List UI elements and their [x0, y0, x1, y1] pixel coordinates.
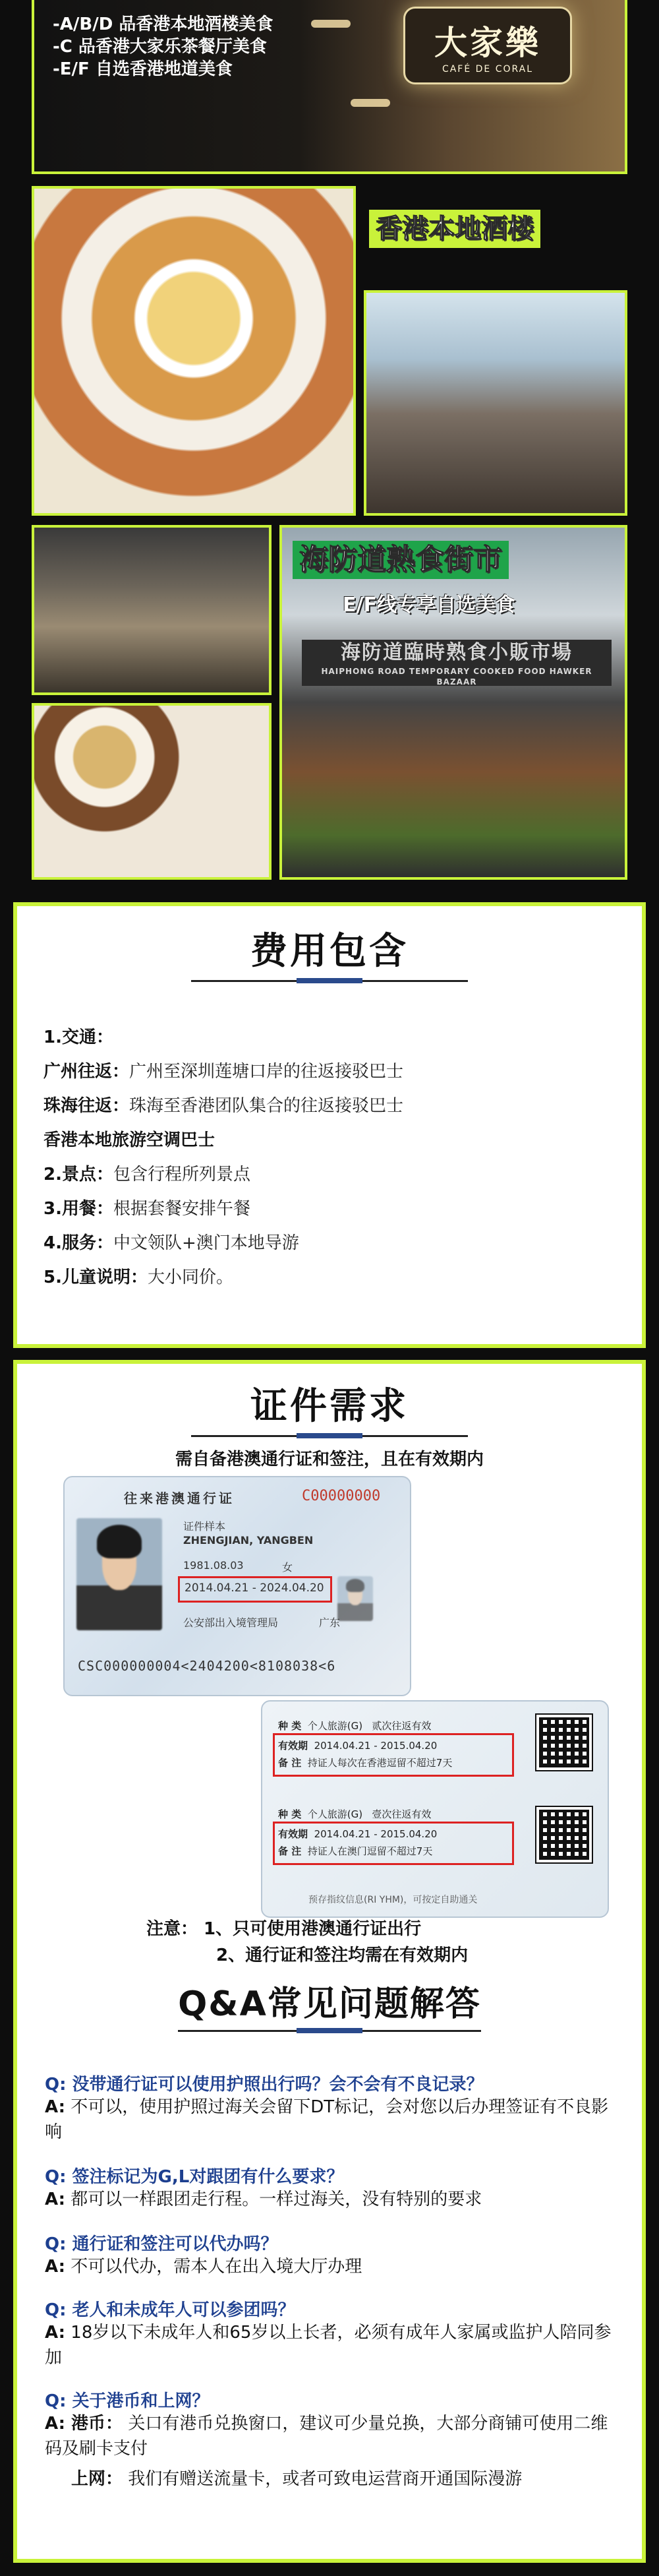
- permit-name-en: ZHENGJIAN, YANGBEN: [183, 1534, 314, 1547]
- photo-food-market-hall: [32, 525, 272, 695]
- visa2-note-label: 备 注: [278, 1845, 302, 1857]
- logo-en: CAFÉ DE CORAL: [442, 64, 534, 75]
- ceiling-light: [351, 99, 390, 107]
- qa-answer-4: A: 18岁以下未成年人和65岁以上长者，必须有成年人家属或监护人陪同参加: [45, 2323, 612, 2368]
- permit-birth: 1981.08.03: [183, 1559, 244, 1572]
- fee-service: 4.服务：中文领队+澳门本地导游: [43, 1233, 299, 1253]
- permit-photo: [76, 1518, 162, 1630]
- qa-title-accent: [297, 2028, 362, 2033]
- fee-attractions: 2.景点：包含行程所列景点: [43, 1165, 250, 1184]
- qa-question-4: Q: 老人和未成年人可以参团吗？: [45, 2300, 295, 2320]
- visa-card: [261, 1700, 609, 1918]
- certificate-note-1: 注意： 1、只可使用港澳通行证出行: [146, 1919, 422, 1939]
- certificate-title-accent: [297, 1433, 362, 1438]
- fee-transport: 1.交通：: [43, 1027, 113, 1047]
- fees-title: 费用包含: [250, 930, 409, 973]
- photo-dim-sum-platter: [32, 186, 356, 516]
- fee-children: 5.儿童说明：大小同价。: [43, 1268, 233, 1287]
- top-banner: [32, 0, 627, 174]
- fee-meals: 3.用餐：根据套餐安排午餐: [43, 1199, 250, 1219]
- permit-place: 广东: [319, 1616, 341, 1629]
- certificate-note-2: 2、通行证和签注均需在有效期内: [216, 1946, 469, 1965]
- visa2-type-label: 种 类: [278, 1808, 302, 1820]
- visa1-valid: 2014.04.21 - 2015.04.20: [314, 1740, 438, 1752]
- visa2-valid: 2014.04.21 - 2015.04.20: [314, 1828, 438, 1840]
- visa1-type: 个人旅游(G): [307, 1720, 363, 1732]
- market-sub-badge: E/F线专享自选美食: [343, 594, 515, 617]
- visa2-type: 个人旅游(G): [307, 1808, 363, 1820]
- visa1-valid-label: 有效期: [278, 1740, 308, 1752]
- qa-question-1: Q: 没带通行证可以使用护照出行吗？会不会有不良记录？: [45, 2075, 484, 2095]
- qa-answer-2: A: 都可以一样跟团走行程。一样过海关，没有特别的要求: [45, 2190, 482, 2209]
- photo-restaurant-hall: [364, 290, 627, 516]
- qa-answer-1: A: 不可以，使用护照过海关会留下DT标记，会对您以后办理签证有不良影响: [45, 2097, 609, 2142]
- visa2-note: 持证人在澳门逗留不超过7天: [307, 1845, 433, 1857]
- qa-title: Q&A常见问题解答: [178, 1984, 481, 2024]
- qa-answer-5: A: 港币： 关口有港币兑换窗口，建议可少量兑换，大部分商铺可使用二维码及刷卡支付: [45, 2414, 608, 2459]
- visa1-note-label: 备 注: [278, 1757, 302, 1769]
- photo-local-dishes: [32, 703, 272, 880]
- market-sign: [302, 640, 612, 686]
- permit-name-cn: 证件样本: [183, 1520, 226, 1533]
- permit-sex: 女: [282, 1561, 293, 1574]
- visa2-qr-code: [536, 1807, 592, 1862]
- permit-valid: 2014.04.21 - 2024.04.20: [185, 1581, 324, 1595]
- fee-zhuhai: 珠海往返：珠海至香港团队集合的往返接驳巴士: [43, 1096, 404, 1116]
- qa-answer-5-internet: 上网： 我们有赠送流量卡，或者可致电运营商开通国际漫游: [71, 2469, 523, 2489]
- visa2-type-extra: 壹次往返有效: [372, 1808, 432, 1820]
- route-line-abd: -A/B/D 品香港本地酒楼美食: [53, 15, 273, 34]
- route-line-c: -C 品香港大家乐茶餐厅美食: [53, 37, 267, 57]
- visa1-qr-code: [536, 1715, 592, 1770]
- market-sign-en: HAIPHONG ROAD TEMPORARY COOKED FOOD HAWKER BAZAAR: [321, 667, 592, 687]
- fees-title-accent: [297, 978, 362, 983]
- permit-header: 往来港澳通行证: [124, 1490, 235, 1506]
- visa1-type-extra: 贰次往返有效: [372, 1720, 432, 1732]
- qa-question-2: Q: 签注标记为G,L对跟团有什么要求？: [45, 2167, 344, 2187]
- permit-mrz: CSC000000004<2404200<8108038<6: [78, 1658, 336, 1674]
- qa-question-5: Q: 关于港币和上网？: [45, 2391, 210, 2411]
- visa-footer: 预存指纹信息(RI YHM)，可按定自助通关: [308, 1895, 478, 1905]
- permit-number: C00000000: [302, 1488, 381, 1504]
- cafe-de-coral-logo: [403, 7, 572, 84]
- visa1-type-label: 种 类: [278, 1720, 302, 1732]
- permit-card: [63, 1476, 411, 1696]
- qa-question-3: Q: 通行证和签注可以代办吗？: [45, 2234, 278, 2254]
- route-lines: [53, 13, 273, 80]
- market-badge: 海防道熟食街市: [293, 541, 509, 579]
- ceiling-light: [311, 20, 351, 28]
- fees-card: [13, 902, 646, 1348]
- permit-issuer: 公安部出入境管理局: [183, 1616, 279, 1629]
- market-sign-cn: 海防道臨時熟食小販市場: [341, 641, 573, 664]
- logo-cn: 大家樂: [434, 24, 541, 62]
- certificate-subtitle: 需自备港澳通行证和签注，且在有效期内: [175, 1450, 484, 1469]
- fee-guangzhou: 广州往返：广州至深圳莲塘口岸的往返接驳巴士: [43, 1062, 404, 1082]
- permit-ghost-photo: [337, 1576, 373, 1621]
- visa1-note: 持证人每次在香港逗留不超过7天: [307, 1757, 453, 1769]
- fee-hk-bus: 香港本地旅游空调巴士: [43, 1130, 215, 1150]
- certificate-title: 证件需求: [250, 1385, 409, 1428]
- restaurant-badge: 香港本地酒楼: [369, 210, 540, 248]
- qa-answer-3: A: 不可以代办，需本人在出入境大厅办理: [45, 2257, 362, 2277]
- certificate-card: [13, 1360, 646, 2563]
- route-line-ef: -E/F 自选香港地道美食: [53, 59, 233, 79]
- visa2-valid-label: 有效期: [278, 1828, 308, 1840]
